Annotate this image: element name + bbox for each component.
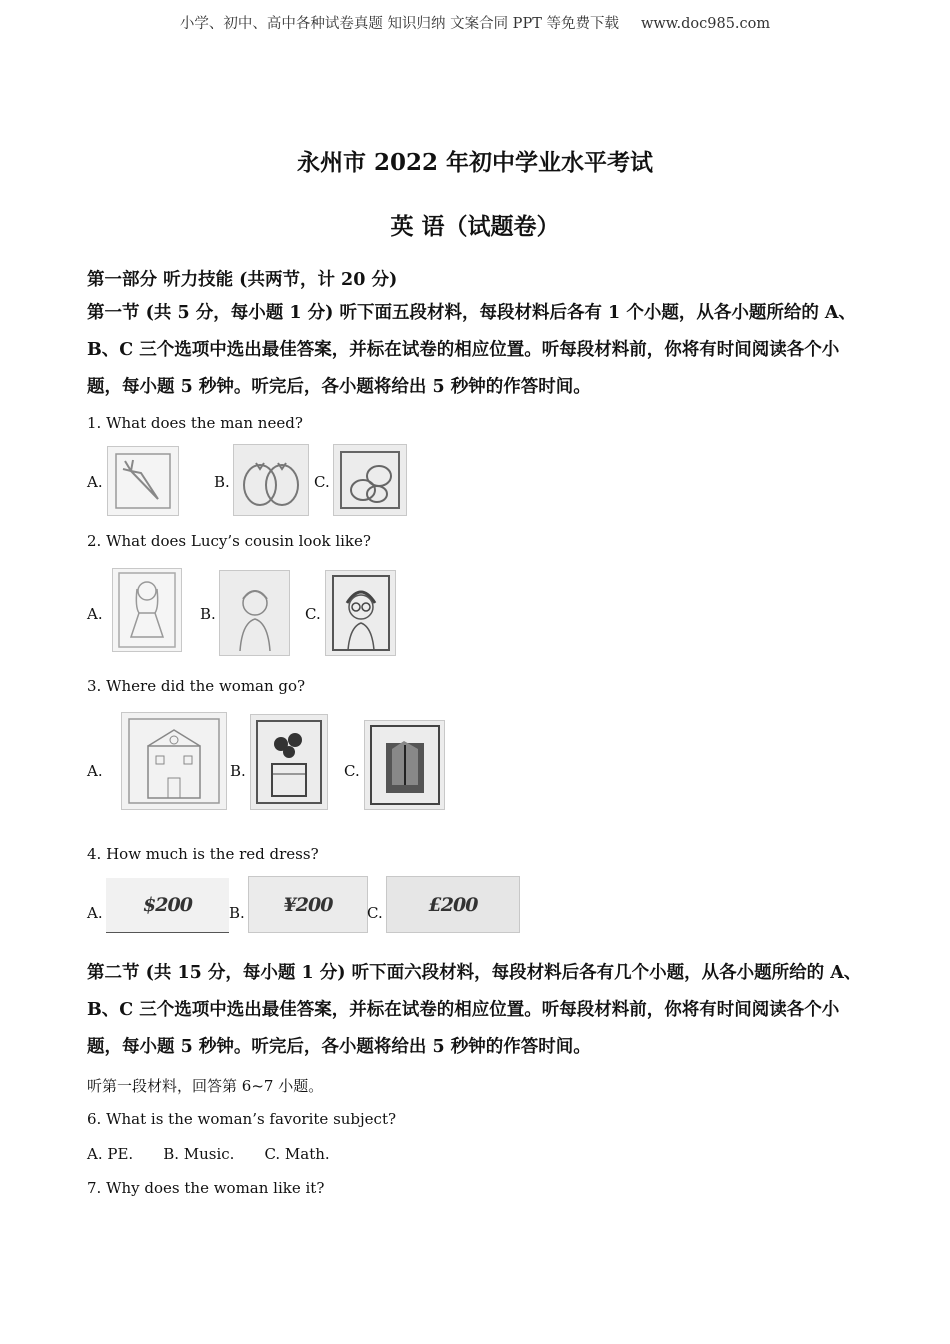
exam-subtitle: 英 语（试题卷） bbox=[390, 213, 560, 240]
q6-choice-c[interactable]: C. Math. bbox=[264, 1145, 330, 1163]
price-tag-yuan[interactable] bbox=[248, 876, 368, 933]
potato-icon[interactable] bbox=[333, 444, 407, 516]
q1-option-b[interactable]: B. bbox=[214, 473, 230, 491]
hospital-icon[interactable] bbox=[121, 712, 227, 810]
header-url[interactable]: www.doc985.com bbox=[640, 16, 771, 32]
tomato-icon[interactable] bbox=[233, 444, 309, 516]
header-text: 小学、初中、高中各种试卷真题 知识归纳 文案合同 PPT 等免费下载 bbox=[179, 16, 619, 32]
q1-option-c[interactable]: C. bbox=[314, 473, 330, 491]
section1-instructions: 第一节 (共 5 分，每小题 1 分) 听下面五段材料，每段材料后各有 1 个小题，从各小题所给的 A、B、C 三个选项中选出最佳答案，并标在试卷的相应位置。听每段材料前，你将有时间阅读各个小题，每小题 5 秒钟。听完后，各小题将给出 5 秒钟的作答时间。 bbox=[87, 303, 856, 397]
price-dollar-label: $200 bbox=[143, 894, 192, 916]
question-2: 2. What does Lucy’s cousin look like? bbox=[87, 532, 371, 550]
q3-option-b[interactable]: B. bbox=[230, 762, 246, 780]
price-pound-label: £200 bbox=[428, 893, 478, 916]
question-1: 1. What does the man need? bbox=[87, 414, 303, 432]
glasses-person-icon[interactable] bbox=[325, 570, 396, 656]
listen-note: 听第一段材料，回答第 6~7 小题。 bbox=[87, 1077, 324, 1095]
q4-option-a[interactable]: A. bbox=[87, 904, 103, 922]
short-hair-person-icon[interactable] bbox=[219, 570, 290, 656]
q6-choices bbox=[87, 1145, 360, 1163]
question-3: 3. Where did the woman go? bbox=[87, 677, 306, 695]
question-7: 7. Why does the woman like it? bbox=[87, 1179, 325, 1197]
q2-option-b[interactable]: B. bbox=[200, 605, 216, 623]
question-4: 4. How much is the red dress? bbox=[87, 845, 319, 863]
page-header bbox=[0, 12, 950, 33]
bookstore-icon[interactable] bbox=[364, 720, 445, 810]
price-yuan-label: ¥200 bbox=[283, 893, 333, 916]
q4-option-c[interactable]: C. bbox=[367, 904, 383, 922]
q1-option-a[interactable]: A. bbox=[87, 473, 103, 491]
question-6: 6. What is the woman’s favorite subject? bbox=[87, 1110, 397, 1128]
exam-title: 永州市 2022 年初中学业水平考试 bbox=[296, 149, 654, 176]
carrot-icon[interactable] bbox=[107, 446, 179, 516]
q6-choice-a[interactable]: A. PE. bbox=[87, 1145, 134, 1163]
price-tag-pound[interactable] bbox=[386, 876, 520, 933]
q2-option-a[interactable]: A. bbox=[87, 605, 103, 623]
q6-choice-b[interactable]: B. Music. bbox=[163, 1145, 235, 1163]
part1-heading: 第一部分 听力技能 (共两节，计 20 分) bbox=[87, 270, 398, 290]
q2-option-c[interactable]: C. bbox=[305, 605, 321, 623]
price-tag-dollar[interactable] bbox=[106, 878, 229, 933]
girl-long-hair-icon[interactable] bbox=[112, 568, 182, 652]
section2-instructions: 第二节 (共 15 分，每小题 1 分) 听下面六段材料，每段材料后各有几个小题，从各小题所给的 A、B、C 三个选项中选出最佳答案，并标在试卷的相应位置。听每段材料前，你将有时间阅读各个小题，每小题 5 秒钟。听完后，各小题将给出 5 秒钟的作答时间。 bbox=[87, 963, 862, 1057]
q3-option-a[interactable]: A. bbox=[87, 762, 103, 780]
q3-option-c[interactable]: C. bbox=[344, 762, 360, 780]
flower-shop-icon[interactable] bbox=[250, 714, 328, 810]
q4-option-b[interactable]: B. bbox=[229, 904, 245, 922]
